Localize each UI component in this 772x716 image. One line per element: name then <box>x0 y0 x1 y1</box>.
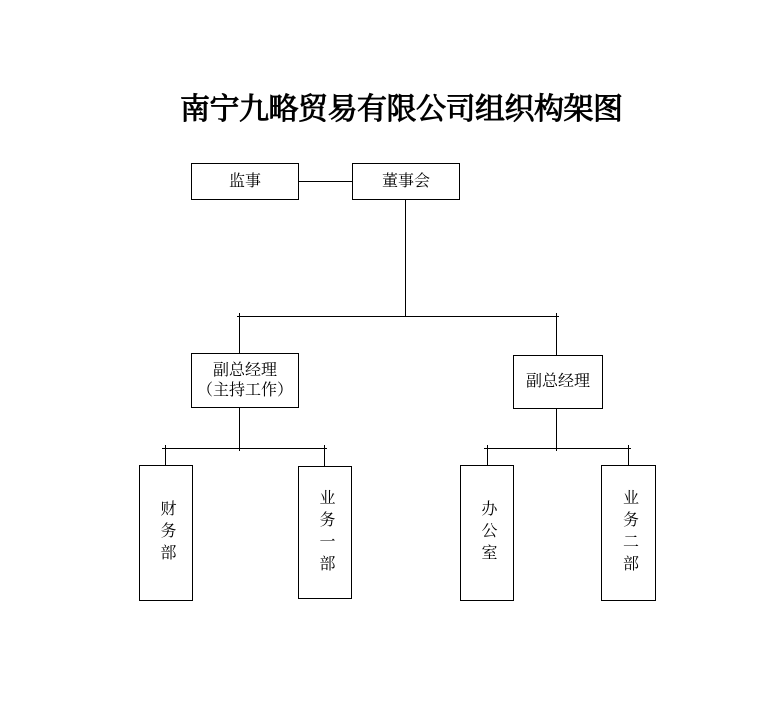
node-deputy-gm <box>513 355 603 409</box>
node-office <box>460 465 514 601</box>
connector-deputy-split <box>484 448 631 449</box>
node-supervisor-label: 监事 <box>228 172 261 190</box>
connector-deputy-down <box>556 409 557 451</box>
connector-drop-business1 <box>324 445 325 468</box>
connector-deputy-executive-split <box>162 448 327 449</box>
connector-drop-finance <box>165 445 166 467</box>
node-board-label: 董事会 <box>381 172 430 190</box>
connector-drop-business2 <box>628 445 629 467</box>
node-board <box>352 163 460 200</box>
node-business-dept-1-label: 业务一部 <box>317 488 334 577</box>
node-finance-dept-label: 财务部 <box>158 500 175 566</box>
connector-supervisor-board <box>298 181 352 182</box>
connector-board-down <box>405 199 406 316</box>
connector-drop-deputy <box>556 313 557 355</box>
node-deputy-gm-executive-label-line2: （主持工作） <box>196 381 293 399</box>
chart-title: 南宁九略贸易有限公司组织构架图 <box>180 93 623 126</box>
node-business-dept-1 <box>298 466 352 599</box>
node-business-dept-2-label: 业务二部 <box>620 489 638 577</box>
node-business-dept-2 <box>601 465 656 601</box>
node-deputy-gm-executive <box>191 353 299 408</box>
connector-deputy-executive-down <box>239 408 240 451</box>
connector-board-split <box>237 316 559 317</box>
connector-drop-office <box>487 445 488 467</box>
node-supervisor <box>191 163 299 200</box>
connector-drop-deputy-executive <box>239 313 240 353</box>
node-finance-dept <box>139 465 193 601</box>
node-deputy-gm-executive-label-line1: 副总经理 <box>212 361 277 379</box>
node-office-label: 办公室 <box>479 500 496 566</box>
node-deputy-gm-label: 副总经理 <box>525 373 590 390</box>
